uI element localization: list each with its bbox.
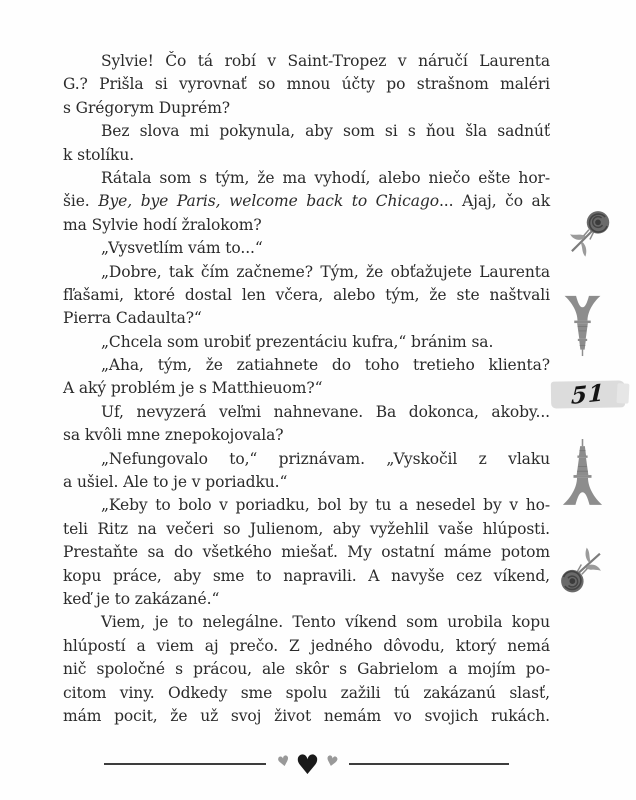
page-number-badge bbox=[551, 380, 625, 408]
text-line: ma Sylvie hodí žralokom? bbox=[63, 215, 262, 234]
divider-line-right bbox=[349, 763, 509, 765]
text-line: „Keby to bolo v poriadku, bol by tu a nesedel by v ho- bbox=[101, 496, 550, 515]
text-line: Prestaňte sa do všetkého miešať. My ostatní máme potom bbox=[63, 543, 550, 562]
hearts-ornament bbox=[275, 749, 340, 781]
text-line: a ušiel. Ale to je v poriadku.“ bbox=[63, 473, 288, 492]
text-line: Viem, je to nelegálne. Tento víkend som urobila kopu bbox=[101, 613, 550, 632]
footer-divider bbox=[63, 748, 550, 780]
text-line: „Vysvetlím vám to...“ bbox=[101, 239, 263, 258]
eiffel-tower-icon bbox=[559, 434, 606, 513]
paragraph bbox=[63, 50, 550, 120]
paragraph bbox=[63, 354, 550, 401]
text-line: „Aha, tým, že zatiahnete do toho tretieho klienta? bbox=[101, 356, 550, 375]
divider-line-left bbox=[104, 763, 266, 765]
text-line: G.? Prišla si vyrovnať so mnou účty po strašnom maléri bbox=[63, 75, 550, 94]
paragraph bbox=[63, 331, 550, 354]
text-line: keď je to zakázané.“ bbox=[63, 589, 220, 608]
text-line: s Grégorym Duprém? bbox=[63, 98, 231, 117]
text-line: fľašami, ktoré dostal len včera, alebo tým, že ste naštvali bbox=[63, 285, 550, 304]
text-line: mám pocit, že už svoj život nemám vo svojich rukách. bbox=[63, 706, 550, 725]
paragraph bbox=[63, 611, 550, 728]
page-text bbox=[63, 50, 550, 728]
text-line: kopu práce, aby sme to napravili. A navyše cez víkend, bbox=[63, 566, 550, 585]
heart-icon: ♥ bbox=[295, 749, 320, 781]
text-line: hlúpostí a viem aj prečo. Z jedného dôvodu, ktorý nemá bbox=[63, 636, 550, 655]
page-number: 51 bbox=[570, 379, 606, 410]
text-line: nič spoločné s prácou, ale skôr s Gabrielom a mojím po- bbox=[63, 660, 550, 679]
text-line: Rátala som s tým, že ma vyhodí, alebo niečo ešte hor- bbox=[101, 168, 550, 187]
text-line: „Chcela som urobiť prezentáciu kufra,“ bránim sa. bbox=[101, 332, 494, 351]
paragraph bbox=[63, 120, 550, 167]
text-line: šie. Bye, bye Paris, welcome back to Chicago... Ajaj, čo ak bbox=[63, 192, 550, 211]
paragraph bbox=[63, 261, 550, 331]
text-line: Uf, nevyzerá veľmi nahnevane. Ba dokonca, akoby... bbox=[101, 402, 550, 421]
text-line: A aký problém je s Matthieuom?“ bbox=[63, 379, 323, 398]
rose-inverted-icon bbox=[554, 540, 611, 599]
text-line: Sylvie! Čo tá robí v Saint-Tropez v náručí Laurenta bbox=[101, 52, 550, 70]
text-line: „Dobre, tak čím začneme? Tým, že obťažujete Laurenta bbox=[101, 262, 550, 281]
paragraph bbox=[63, 401, 550, 448]
heart-icon: ♥ bbox=[323, 752, 340, 772]
text-line: citom viny. Odkedy sme spolu zažili tú zakázanú slasť, bbox=[63, 683, 550, 702]
rose-icon bbox=[562, 208, 616, 262]
text-line: Bez slova mi pokynula, aby som si s ňou šla sadnúť bbox=[101, 122, 550, 141]
text-line: teli Ritz na večeri so Julienom, aby vyžehlil vaše hlúposti. bbox=[63, 519, 550, 538]
text-line: k stolíku. bbox=[63, 145, 135, 164]
paragraph bbox=[63, 494, 550, 611]
paragraph bbox=[63, 448, 550, 495]
heart-icon: ♥ bbox=[275, 752, 292, 772]
text-line: sa kvôli mne znepokojovala? bbox=[63, 426, 284, 445]
paragraph bbox=[63, 237, 550, 260]
eiffel-tower-inverted-icon bbox=[561, 285, 604, 364]
text-line: „Nefungovalo to,“ priznávam. „Vyskočil z vlaku bbox=[101, 449, 550, 468]
text-line: Pierra Cadaulta?“ bbox=[63, 309, 202, 328]
paragraph bbox=[63, 167, 550, 237]
